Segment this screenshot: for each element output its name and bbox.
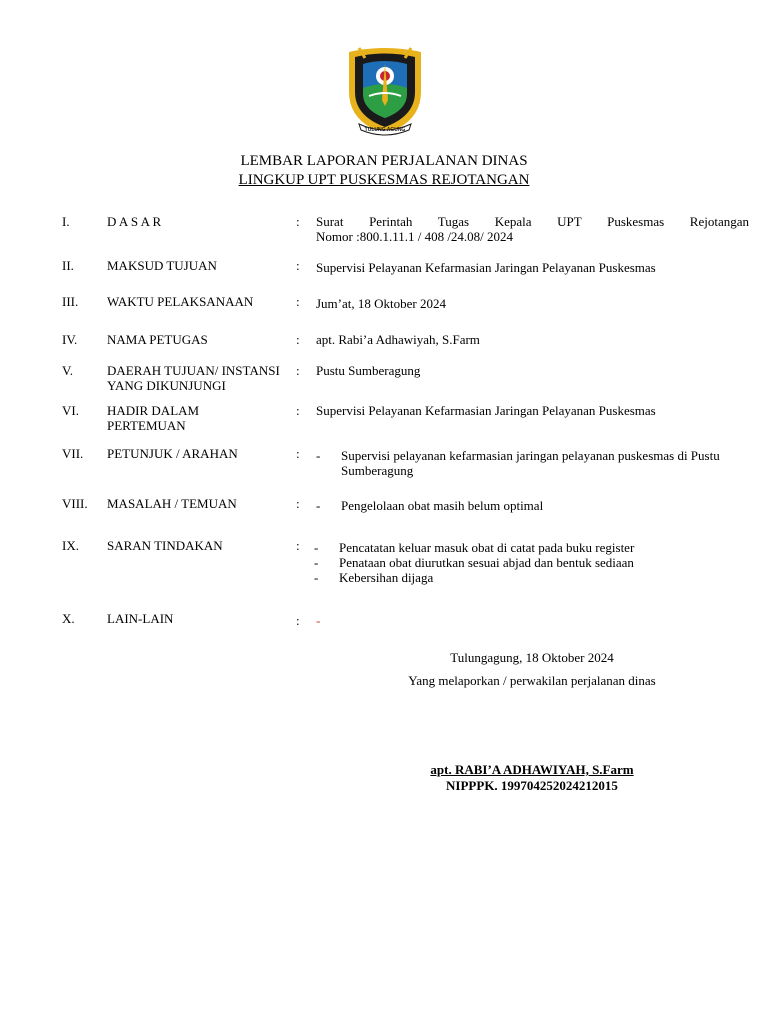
row-colon: :	[296, 538, 300, 553]
row-value: -	[316, 613, 321, 628]
emblem-graphic	[339, 44, 431, 136]
row-number: VI.	[62, 403, 79, 418]
row-number: II.	[62, 258, 74, 273]
row-value: Jum’at, 18 Oktober 2024	[316, 296, 446, 311]
logo-text: TULUNG AGUNG	[364, 127, 406, 133]
row-number: IV.	[62, 332, 78, 347]
list-dash: -	[314, 555, 319, 570]
row-label: MASALAH / TEMUAN	[107, 496, 237, 511]
row-colon: :	[296, 258, 300, 273]
row-number: X.	[62, 611, 75, 626]
row-number: VII.	[62, 446, 84, 461]
row-colon: :	[296, 332, 300, 347]
row-colon: :	[296, 294, 300, 309]
row-label: SARAN TINDAKAN	[107, 538, 223, 553]
row-label: HADIR DALAM PERTEMUAN	[107, 403, 200, 433]
row-value: apt. Rabi’a Adhawiyah, S.Farm	[316, 332, 480, 347]
document-title: LEMBAR LAPORAN PERJALANAN DINAS	[240, 153, 528, 169]
list-item-text: Kebersihan dijaga	[339, 570, 434, 585]
row-number: I.	[62, 214, 70, 229]
document-subtitle: LINGKUP UPT PUSKESMAS REJOTANGAN	[238, 172, 530, 188]
row-label: LAIN-LAIN	[107, 611, 174, 626]
dasar-line-1: Surat Perintah Tugas Kepala UPT Puskesmas Rejotangan	[316, 214, 749, 229]
row-value: Supervisi pelayanan kefarmasian jaringan pelayanan puskesmas di Pustu Sumberagung	[341, 448, 720, 478]
row-colon: :	[296, 363, 300, 378]
row-label: DAERAH TUJUAN/ INSTANSI YANG DIKUNJUNGI	[107, 363, 280, 393]
row-number: V.	[62, 363, 73, 378]
list-item	[314, 570, 744, 585]
row-colon: :	[296, 403, 300, 418]
list-dash: -	[316, 448, 321, 463]
row-value: Supervisi Pelayanan Kefarmasian Jaringan Pelayanan Puskesmas	[316, 260, 656, 275]
list-dash: -	[314, 570, 319, 585]
row-label: MAKSUD TUJUAN	[107, 258, 217, 273]
list-dash: -	[314, 540, 319, 555]
row-value: Pustu Sumberagung	[316, 363, 421, 378]
row-number: VIII.	[62, 496, 88, 511]
list-dash: -	[316, 498, 321, 513]
signature-role: Yang melaporkan / perwakilan perjalanan dinas	[408, 673, 656, 688]
row-colon: :	[296, 214, 300, 229]
list-item-text: Penataan obat diurutkan sesuai abjad dan bentuk sediaan	[339, 555, 634, 570]
row-value: Pengelolaan obat masih belum optimal	[341, 498, 544, 513]
row-number: IX.	[62, 538, 79, 553]
list-item	[314, 555, 744, 570]
row-number: III.	[62, 294, 79, 309]
row-colon: :	[296, 496, 300, 511]
signature-name: apt. RABI’A ADHAWIYAH, S.Farm	[430, 762, 634, 777]
row-label: WAKTU PELAKSANAAN	[107, 294, 254, 309]
tulungagung-emblem-logo	[339, 44, 431, 136]
row-colon: :	[296, 613, 300, 628]
row-value: Supervisi Pelayanan Kefarmasian Jaringan Pelayanan Puskesmas	[316, 403, 656, 418]
row-label: D A S A R	[107, 214, 162, 229]
dasar-line-2: Nomor :800.1.11.1 / 408 /24.08/ 2024	[316, 229, 514, 244]
list-item-text: Pencatatan keluar masuk obat di catat pada buku register	[339, 540, 635, 555]
row-label: NAMA PETUGAS	[107, 332, 208, 347]
signature-place-date: Tulungagung, 18 Oktober 2024	[450, 650, 614, 665]
signature-nip: NIPPPK. 199704252024212015	[446, 778, 618, 793]
row-colon: :	[296, 446, 300, 461]
row-value	[316, 214, 749, 244]
saran-list	[314, 540, 744, 585]
list-item	[314, 540, 744, 555]
row-label: PETUNJUK / ARAHAN	[107, 446, 238, 461]
